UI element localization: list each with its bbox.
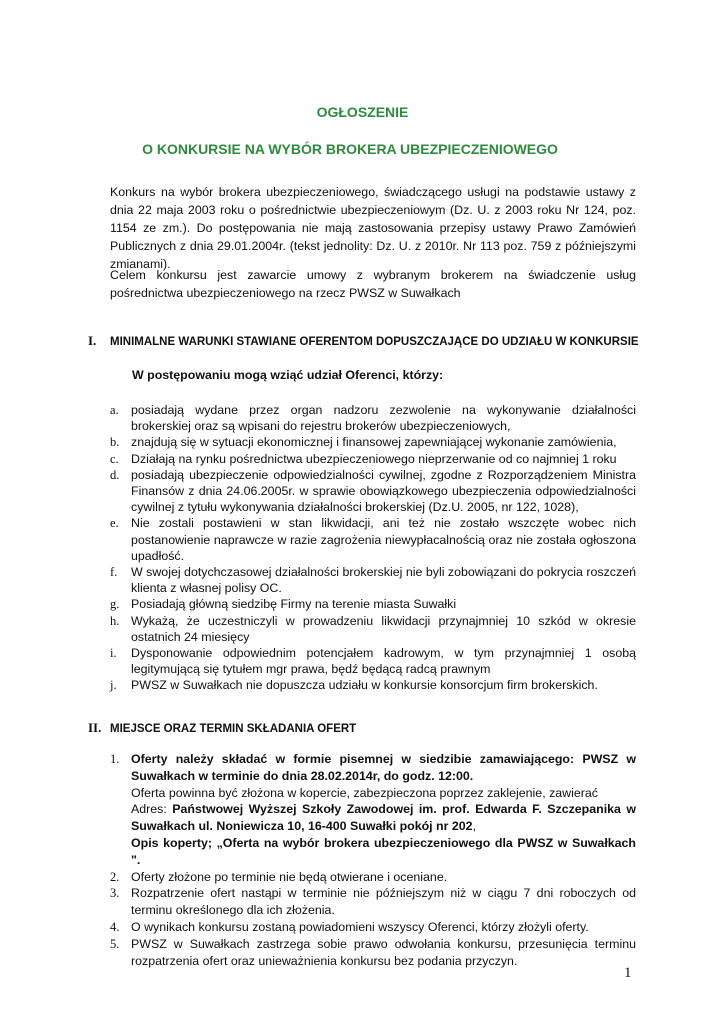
list-item: j. PWSZ w Suwałkach nie dopuszcza udziału w konkursie konsorcjum firm brokerskich. (110, 678, 598, 693)
list-item: g. Posiadają główną siedzibę Firmy na terenie miasta Suwałki (110, 597, 457, 612)
submission-deadline: Oferty należy składać w formie pisemnej w siedzibie zamawiającego: PWSZ w Suwałkach w terminie do dnia 28.02.2014r, do godz. 12:00. (131, 752, 636, 783)
list-item: d. posiadają ubezpieczenie odpowiedzialności cywilnej, zgodne z Rozporządzeniem Ministra Finansów z dnia 24.06.2005r. w sprawie obowiązkowego ubezpieczenia odpowiedzialności cywilnej z tytułu wykonywania działalności brokerskiej (Dz.U. 2005, nr 122, 1028), (110, 467, 636, 515)
section-2-title: MIEJSCE ORAZ TERMIN SKŁADANIA OFERT (110, 723, 357, 735)
envelope-requirement: Oferta powinna być złożona w kopercie, zabezpieczona poprzez zaklejenie, zawierać (131, 785, 598, 800)
list-item: c. Działają na rynku pośrednictwa ubezpieczeniowego nieprzerwanie od co najmniej 1 roku (110, 451, 617, 466)
page-number: 1 (624, 965, 632, 981)
list-item: i. Dysponowanie odpowiednim potencjałem kadrowym, w tym przynajmniej 1 osobą legitymującą się tytułem mgr prawa, będź będącą radcą prawnym (110, 646, 636, 677)
submission-address: Państwowej Wyższej Szkoły Zawodowej im. prof. Edwarda F. Szczepanika w Suwałkach ul. Noniewicza 10, 16-400 Suwałki pokój nr 202 (131, 802, 636, 834)
list-item: 3. Rozpatrzenie ofert nastąpi w terminie nie późniejszym niż w ciągu 7 dni roboczych od terminu określonego dla ich złożenia. (110, 886, 636, 918)
section-1-title: MINIMALNE WARUNKI STAWIANE OFERENTOM DOPUSZCZAJĄCE DO UDZIAŁU W KONKURSIE (110, 336, 639, 348)
list-item: 1. Oferty należy składać w formie pisemnej w siedzibie zamawiającego: PWSZ w Suwałkach w terminie do dnia 28.02.2014r, do godz. 12:00. Oferta powinna być złożona w kopercie, zabezpieczona poprzez zaklejenie, zawierać Adres: Państwowej Wyższej Szkoły Zawodowej im. prof. Edwarda F. Szczepanika w Suwałkach ul. Noniewicza 10, 16-400 Suwałki pokój nr 202, Opis koperty; „Oferta na wybór brokera ubezpieczeniowego dla PWSZ w Suwałkach ". (110, 752, 636, 867)
list-item: h. Wykażą, że uczestniczyli w prowadzeniu likwidacji przynajmniej 10 szkód w okresie ostatnich 24 miesięcy (110, 613, 636, 644)
intro-paragraph-purpose: Celem konkursu jest zawarcie umowy z wybranym brokerem na świadczenie usług pośrednictwa ubezpieczeniowego na rzecz PWSZ w Suwałkach (110, 268, 636, 300)
list-item: f. W swojej dotychczasowej działalności brokerskiej nie byli zobowiązani do pokrycia roszczeń klienta z własnej polisy OC. (110, 565, 636, 596)
list-item: b. znajdują się w sytuacji ekonomicznej i finansowej zapewniającej wykonanie zamówienia, (110, 435, 617, 450)
submission-list (110, 751, 636, 969)
section-2-number: II. (88, 720, 102, 735)
conditions-list (110, 402, 636, 694)
list-item: e. Nie zostali postawieni w stan likwidacji, ani też nie zostało wszczęte wobec nich postanowienie naprawcze w razie zagrożenia niewypłacalnością oraz nie została ogłoszona upadłość. (110, 516, 636, 563)
intro-paragraph-legal-basis: Konkurs na wybór brokera ubezpieczeniowego, świadczącego usługi na podstawie ustawy z dnia 22 maja 2003 roku o pośrednictwie ubezpieczeniowym (Dz. U. z 2003 roku Nr 124, poz. 1154 ze zm.). Do postępowania nie mają zastosowania przepisy ustawy Prawo Zamówień Publicznych z dnia 29.01.2004r. (tekst jednolity: Dz. U. z 2010r. Nr 113 poz. 759 z późniejszymi zmianami). (110, 185, 636, 271)
section-2-heading (88, 720, 356, 736)
document-title: OGŁOSZENIE (316, 104, 409, 120)
section-1-number: I. (88, 333, 97, 348)
list-item: 2. Oferty złożone po terminie nie będą otwierane i oceniane. (110, 869, 448, 884)
section-1-heading (88, 333, 639, 349)
list-item: a. posiadają wydane przez organ nadzoru zezwolenie na wykonywanie działalności brokerskiej oraz są wpisani do rejestru brokerów ubezpieczeniowych, (110, 403, 636, 434)
list-item: 5. PWSZ w Suwałkach zastrzega sobie prawo odwołania konkursu, przesunięcia terminu rozpatrzenia ofert oraz unieważnienia konkursu bez podania przyczyn. (110, 936, 636, 968)
document-subtitle: O KONKURSIE NA WYBÓR BROKERA UBEZPIECZENIOWEGO (142, 141, 558, 157)
list-item: 4. O wynikach konkursu zostaną powiadomieni wszyscy Oferenci, którzy złożyli oferty. (110, 919, 589, 934)
envelope-description: Opis koperty; „Oferta na wybór brokera ubezpieczeniowego dla PWSZ w Suwałkach ". (131, 835, 636, 867)
section-1-lead: W postępowaniu mogą wziąć udział Oferenci, którzy: (132, 368, 444, 382)
